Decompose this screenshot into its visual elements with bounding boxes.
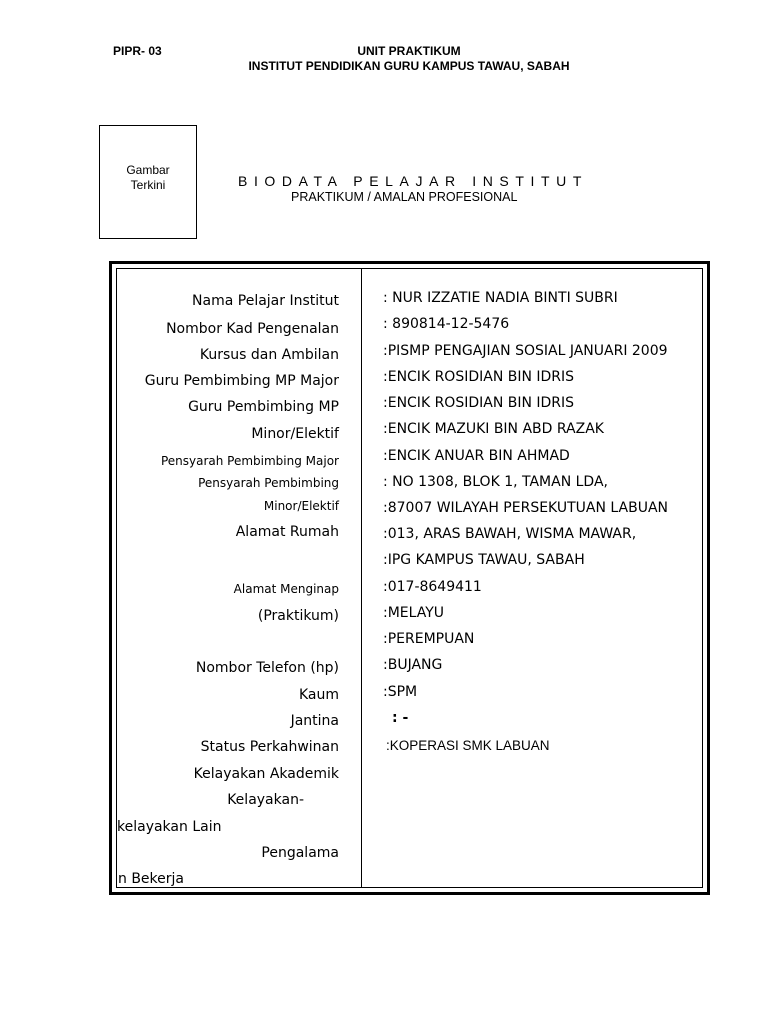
form-code: PIPR- 03 xyxy=(113,44,162,58)
value-kursus: :PISMP PENGAJIAN SOSIAL JANUARI 2009 xyxy=(383,343,668,359)
value-alamat-menginap-2: :IPG KAMPUS TAWAU, SABAH xyxy=(383,552,585,568)
value-pensyarah-major: :ENCIK MAZUKI BIN ABD RAZAK xyxy=(383,421,604,437)
photo-box xyxy=(99,125,197,239)
label-pensyarah-minor: Minor/Elektif xyxy=(263,499,339,513)
value-kaum: :MELAYU xyxy=(383,605,445,621)
value-nama: : NUR IZZATIE NADIA BINTI SUBRI xyxy=(383,290,618,306)
institute-name: INSTITUT PENDIDIKAN GURU KAMPUS TAWAU, SABAH xyxy=(248,59,570,73)
label-kelayakan: Kelayakan- xyxy=(227,792,304,808)
label-jantina: Jantina xyxy=(290,713,339,729)
value-kelayakan-akademik: :SPM xyxy=(383,684,418,700)
label-alamat-rumah: Alamat Rumah xyxy=(235,524,339,540)
label-bekerja: n Bekerja xyxy=(118,871,184,887)
photo-box-line2: Terkini xyxy=(130,178,166,192)
label-kaum: Kaum xyxy=(298,687,339,703)
label-alamat-menginap: Alamat Menginap xyxy=(233,582,339,596)
label-pengalaman: Pengalama xyxy=(261,845,339,861)
label-telefon: Nombor Telefon (hp) xyxy=(195,660,339,676)
document-title: BIODATA PELAJAR INSTITUT xyxy=(238,173,589,189)
value-kelayakan-lain: : - xyxy=(392,710,409,726)
label-guru-major: Guru Pembimbing MP Major xyxy=(144,373,339,389)
label-kursus: Kursus dan Ambilan xyxy=(199,347,339,363)
label-pensyarah: Pensyarah Pembimbing xyxy=(198,476,339,490)
value-alamat-rumah-1: : NO 1308, BLOK 1, TAMAN LDA, xyxy=(383,474,608,490)
unit-title: UNIT PRAKTIKUM xyxy=(357,44,461,58)
photo-box-line1: Gambar xyxy=(126,163,170,177)
value-pensyarah-minor: :ENCIK ANUAR BIN AHMAD xyxy=(383,448,570,464)
value-alamat-rumah-2: :87007 WILAYAH PERSEKUTUAN LABUAN xyxy=(383,500,669,516)
value-kad: : 890814-12-5476 xyxy=(383,316,510,332)
value-status: :BUJANG xyxy=(383,657,443,673)
label-pensyarah-major: Pensyarah Pembimbing Major xyxy=(160,454,339,468)
column-divider xyxy=(361,268,362,888)
value-guru-minor: :ENCIK ROSIDIAN BIN IDRIS xyxy=(383,395,575,411)
document-subtitle: PRAKTIKUM / AMALAN PROFESIONAL xyxy=(291,190,518,204)
label-guru-mp: Guru Pembimbing MP xyxy=(188,399,339,415)
label-nama-pelajar: Nama Pelajar Institut xyxy=(192,293,339,309)
label-guru-minor: Minor/Elektif xyxy=(251,426,339,442)
value-alamat-menginap-1: :013, ARAS BAWAH, WISMA MAWAR, xyxy=(383,526,637,542)
label-kelayakan-akademik: Kelayakan Akademik xyxy=(193,766,339,782)
label-praktikum: (Praktikum) xyxy=(257,608,339,624)
value-jantina: :PEREMPUAN xyxy=(383,631,475,647)
label-kelayakan-lain: kelayakan Lain xyxy=(117,819,222,835)
value-guru-major: :ENCIK ROSIDIAN BIN IDRIS xyxy=(383,369,575,385)
value-pengalaman: :KOPERASI SMK LABUAN xyxy=(386,738,550,753)
value-telefon: :017-8649411 xyxy=(383,579,482,595)
label-nombor-kad: Nombor Kad Pengenalan xyxy=(166,321,339,337)
label-status: Status Perkahwinan xyxy=(200,739,339,755)
